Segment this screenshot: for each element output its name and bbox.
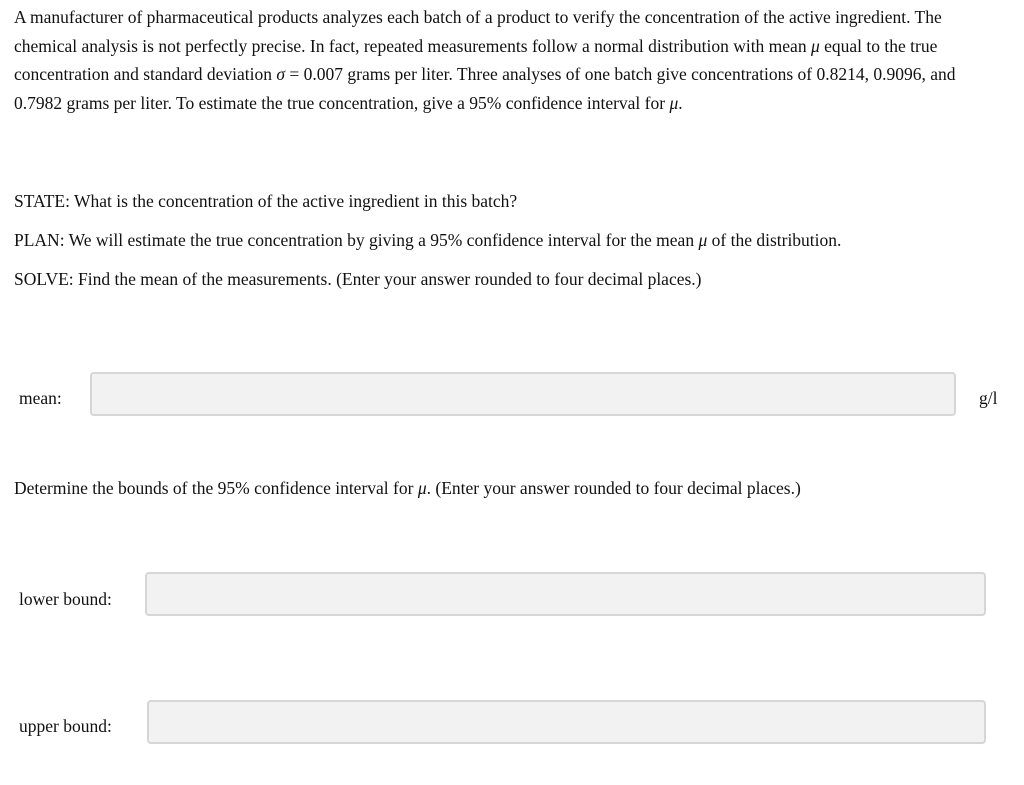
upper-bound-label: upper bound: bbox=[19, 716, 112, 736]
upper-bound-input[interactable] bbox=[147, 700, 986, 744]
sigma-symbol: σ bbox=[276, 64, 286, 84]
state-step: STATE: What is the concentration of the active ingredient in this batch? bbox=[14, 191, 518, 211]
problem-text-part-4: . bbox=[678, 92, 683, 113]
problem-text-part-3: = 0.007 grams per liter. Three analyses of one batch give concentrations of 0.8214, 0.9096, and 0.7982 grams per liter. To estimate the true concentration, give a 95% confidence interval for bbox=[14, 64, 956, 113]
mean-unit: g/l bbox=[979, 388, 998, 408]
plan-text-after: of the distribution. bbox=[707, 230, 842, 250]
mu-symbol: μ bbox=[417, 478, 427, 498]
mean-input[interactable] bbox=[90, 372, 956, 416]
bounds-text-before: Determine the bounds of the 95% confidence interval for bbox=[14, 478, 418, 498]
lower-bound-input[interactable] bbox=[145, 572, 986, 616]
mean-label: mean: bbox=[19, 388, 62, 408]
problem-text-part-1: A manufacturer of pharmaceutical products analyzes each batch of a product to verify the concentration of the active ingredient. The chemical analysis is not perfectly precise. In fact, repeated measurements follow a normal distribution with mean bbox=[14, 7, 942, 56]
mu-symbol: μ bbox=[698, 230, 708, 250]
problem-text-part-2: equal to the true concentration and standard deviation bbox=[14, 35, 938, 84]
problem-statement bbox=[14, 3, 1004, 117]
mu-symbol: μ bbox=[669, 92, 679, 113]
solve-step: SOLVE: Find the mean of the measurements. (Enter your answer rounded to four decimal places.) bbox=[14, 269, 702, 289]
plan-text-before: PLAN: We will estimate the true concentration by giving a 95% confidence interval for the mean bbox=[14, 230, 699, 250]
plan-step bbox=[14, 228, 841, 252]
lower-bound-label: lower bound: bbox=[19, 589, 112, 609]
bounds-prompt bbox=[14, 476, 801, 500]
bounds-text-after: . (Enter your answer rounded to four decimal places.) bbox=[426, 478, 801, 498]
mu-symbol: μ bbox=[810, 35, 820, 56]
